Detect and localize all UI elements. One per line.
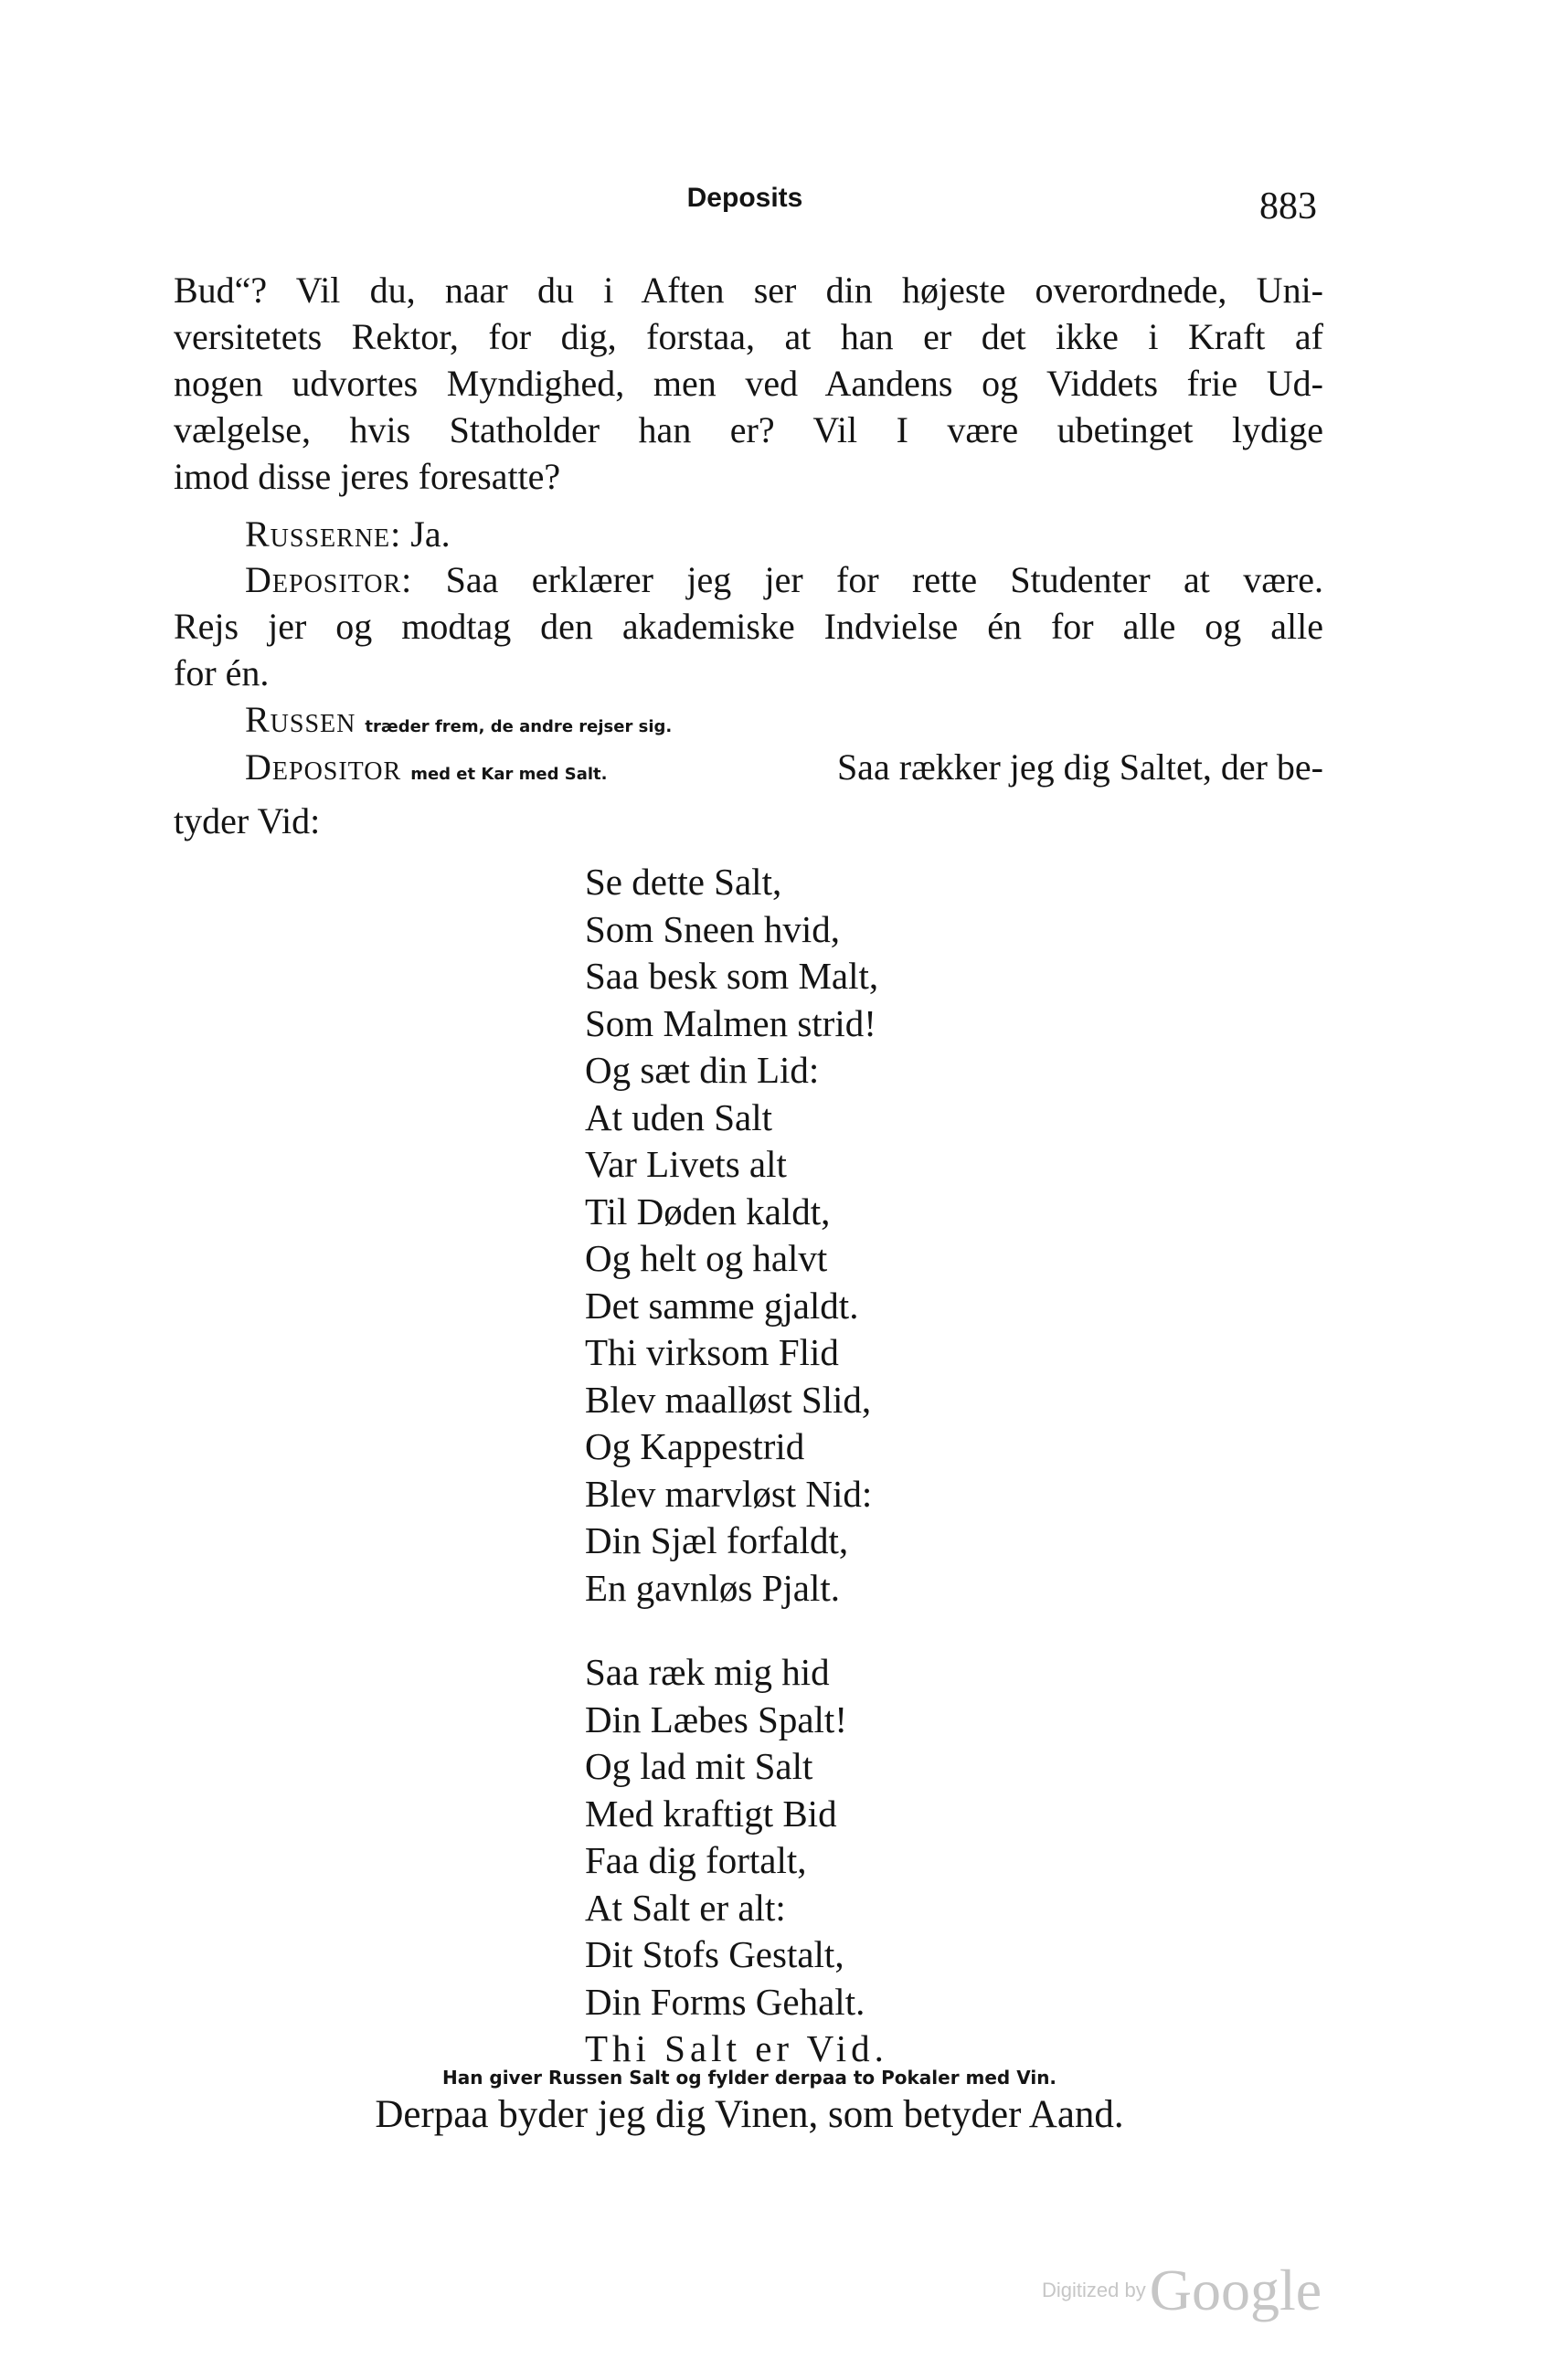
poem-stanza-1 (585, 859, 888, 1612)
running-header-title: Deposits (686, 183, 803, 213)
dialogue-line (174, 744, 1323, 798)
paragraph-line: versitetets Rektor, for dig, forstaa, at han er det ikke i Kraft af (174, 316, 1323, 357)
verse-line: Til Døden kaldt, (585, 1190, 831, 1232)
verse-line: Thi virksom Flid (585, 1331, 839, 1373)
speaker-depositor: Depositor: (245, 559, 413, 600)
poem (585, 859, 888, 2073)
depositor-speech-block (174, 556, 1323, 696)
verse-line: Din Forms Gehalt. (585, 1980, 865, 2023)
paragraph-line: imod disse jeres foresatte? (174, 456, 561, 497)
digitized-watermark (1042, 2257, 1322, 2324)
dialogue-line: Rejs jer og modtag den akademiske Indvielse én for alle og alle (174, 606, 1323, 647)
dialogue-line (174, 556, 1323, 603)
verse-line: Og helt og halvt (585, 1237, 828, 1279)
verse-line: Faa dig fortalt, (585, 1839, 807, 1881)
speaker-depositor: Depositor (245, 746, 402, 788)
dialogue-line: tyder Vid: (174, 800, 321, 841)
verse-line: Det samme gjaldt. (585, 1284, 859, 1327)
verse-line: Din Sjæl forfaldt, (585, 1519, 849, 1561)
verse-line: At uden Salt (585, 1095, 772, 1138)
verse-line: Blev maalløst Slid, (585, 1378, 872, 1421)
page-number: 883 (1259, 185, 1317, 227)
poem-stanza-2 (585, 1649, 888, 2073)
verse-line: Med kraftigt Bid (585, 1792, 837, 1835)
verse-line: Saa besk som Malt, (585, 955, 879, 997)
stage-direction: med et Kar med Salt. (410, 765, 608, 784)
verse-line: En gavnløs Pjalt. (585, 1566, 841, 1609)
russen-stage-block (174, 696, 1323, 750)
watermark-prefix: Digitized by (1042, 2279, 1146, 2301)
speech-text: Saa erklærer jeg jer for rette Studenter at være. (445, 559, 1324, 600)
google-logo: Google (1149, 2258, 1322, 2322)
verse-line: Var Livets alt (585, 1143, 787, 1185)
paragraph-line: vælgelse, hvis Statholder han er? Vil I være ubetinget lydige (174, 409, 1323, 450)
stage-line (174, 696, 1323, 750)
stage-direction: træder frem, de andre rejser sig. (365, 717, 673, 736)
verse-line: Som Malmen strid! (585, 1001, 876, 1044)
speech-text: Saa rækker jeg dig Saltet, der be- (836, 746, 1323, 788)
opening-paragraph (174, 267, 1323, 500)
verse-line: Saa ræk mig hid (585, 1651, 830, 1693)
reply-text: Ja. (410, 513, 451, 555)
verse-line: Thi Salt er Vid. (585, 2027, 888, 2069)
russerne-reply-block (174, 511, 1323, 557)
paragraph-line: Bud“? Vil du, naar du i Aften ser din højeste overordnede, Uni- (174, 270, 1323, 311)
closing-line: Derpaa byder jeg dig Vinen, som betyder Aand. (375, 2093, 1124, 2136)
verse-line: Og lad mit Salt (585, 1745, 813, 1787)
verse-line: Blev marvløst Nid: (585, 1472, 873, 1515)
speaker-russen: Russen (245, 699, 356, 740)
speaker-with-stage (245, 744, 607, 798)
verse-line: Og sæt din Lid: (585, 1049, 820, 1091)
verse-line: Og Kappestrid (585, 1425, 805, 1467)
paragraph-line: nogen udvortes Myndighed, men ved Aandens og Viddets frie Ud- (174, 363, 1323, 404)
dialogue-line (174, 511, 1323, 557)
speaker-russerne: Russerne: (245, 513, 402, 555)
closing-stage-direction: Han giver Russen Salt og fylder derpaa to Pokaler med Vin. (441, 2067, 1057, 2089)
verse-line: Se dette Salt, (585, 861, 782, 903)
depositor-salt-block (174, 744, 1323, 844)
verse-line: Dit Stofs Gestalt, (585, 1933, 844, 1975)
verse-line: At Salt er alt: (585, 1886, 786, 1929)
dialogue-line: for én. (174, 652, 270, 693)
verse-line: Som Sneen hvid, (585, 907, 841, 950)
verse-line: Din Læbes Spalt! (585, 1698, 847, 1740)
